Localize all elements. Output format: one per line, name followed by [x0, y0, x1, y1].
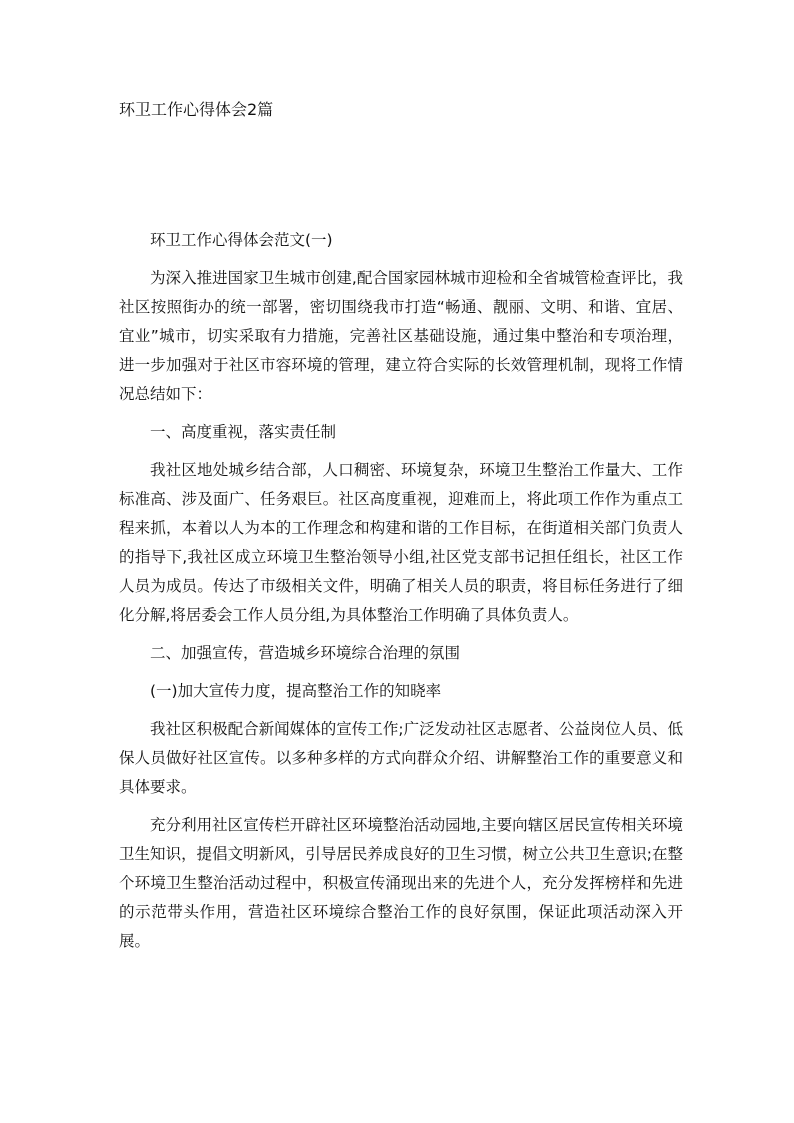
document-body: [119, 226, 683, 956]
subheading-2-1: (一)加大宣传力度，提高整治工作的知晓率: [150, 682, 442, 700]
intro-paragraph: 为深入推进国家卫生城市创建,配合国家园林城市迎检和全省城管检查评比，我社区按照街办的统一部署，密切围绕我市打造“畅通、靓丽、文明、和谐、宜居、宜业”城市，切实采取有力措施，完善社区基础设施，通过集中整治和专项治理，进一步加强对于社区市容环境的管理，建立符合实际的长效管理机制，现将工作情况总结如下：: [119, 269, 683, 403]
paragraph-2: 我社区积极配合新闻媒体的宣传工作;广泛发动社区志愿者、公益岗位人员、低保人员做好社区宣传。以多种多样的方式向群众介绍、讲解整治工作的重要意义和具体要求。: [119, 720, 683, 796]
paragraph-3: 充分利用社区宣传栏开辟社区环境整治活动园地,主要向辖区居民宣传相关环境卫生知识，提倡文明新风，引导居民养成良好的卫生习惯，树立公共卫生意识;在整个环境卫生整治活动过程中，积极宣传涌现出来的先进个人，充分发挥榜样和先进的示范带头作用，营造社区环境综合整治工作的良好氛围，保证此项活动深入开展。: [119, 816, 683, 950]
paragraph-1: 我社区地处城乡结合部，人口稠密、环境复杂，环境卫生整治工作量大、工作标准高、涉及面广、任务艰巨。社区高度重视，迎难而上，将此项工作作为重点工程来抓，本着以人为本的工作理念和构建和谐的工作目标，在街道相关部门负责人的指导下,我社区成立环境卫生整治领导小组,社区党支部书记担任组长，社区工作人员为成员。传达了市级相关文件，明确了相关人员的职责，将目标任务进行了细化分解,将居委会工作人员分组,为具体整治工作明确了具体负责人。: [119, 461, 683, 624]
heading-2: 二、加强宣传，营造城乡环境综合治理的氛围: [150, 644, 461, 662]
section-title: 环卫工作心得体会范文(一): [150, 231, 333, 249]
heading-1: 一、高度重视，落实责任制: [150, 423, 337, 441]
document-title: 环卫工作心得体会2篇: [119, 100, 274, 119]
